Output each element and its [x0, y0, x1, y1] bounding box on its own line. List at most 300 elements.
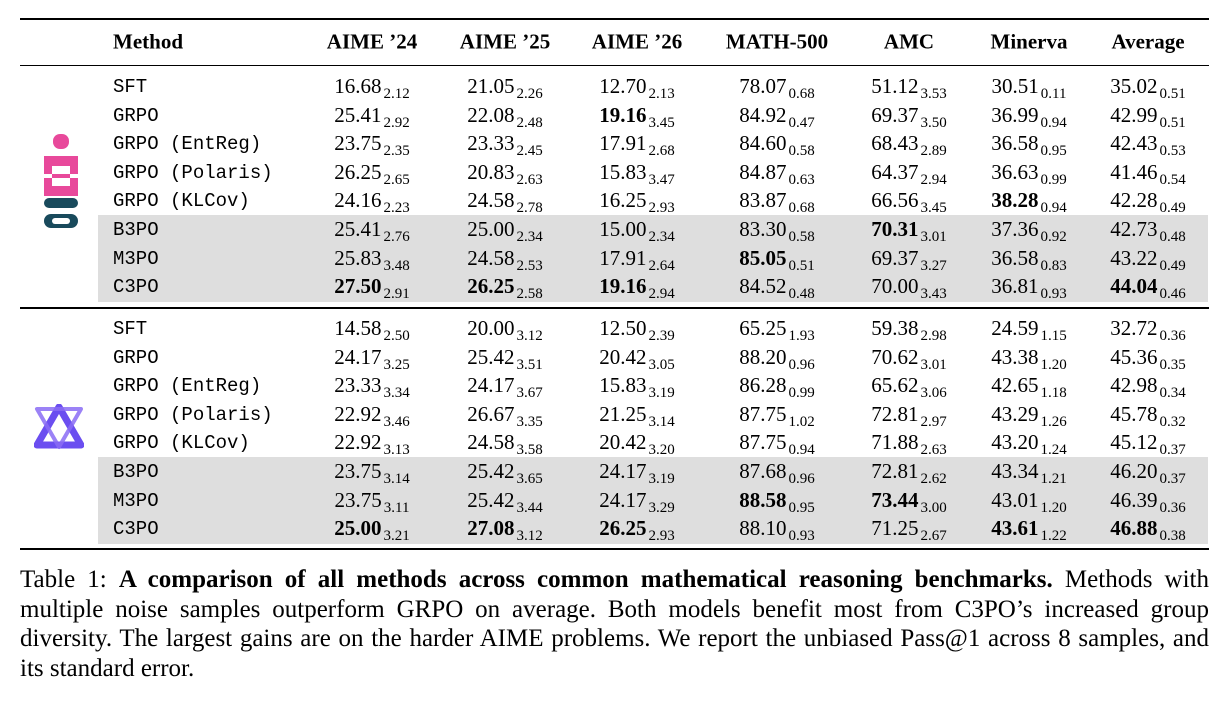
score-value: 59.38	[871, 316, 919, 340]
score-value: 88.58	[739, 487, 787, 512]
score-value: 70.31	[871, 217, 919, 241]
standard-error: 0.68	[788, 86, 815, 102]
standard-error: 3.29	[648, 499, 675, 516]
score-cell	[1110, 273, 1186, 302]
score-cell	[1110, 458, 1186, 487]
standard-error: 0.51	[788, 257, 815, 274]
score-cell	[1110, 401, 1186, 430]
standard-error: 1.93	[788, 328, 815, 344]
standard-error: 0.37	[1159, 471, 1186, 487]
score-cell	[1110, 73, 1186, 102]
standard-error: 0.32	[1159, 413, 1186, 430]
header-method: Method	[113, 29, 183, 54]
score-cell	[1110, 102, 1186, 131]
method-name: C3PO	[113, 276, 159, 299]
score-value: 20.00	[467, 316, 515, 340]
method-name: GRPO	[113, 104, 159, 127]
standard-error: 3.50	[920, 114, 947, 131]
standard-error: 2.67	[920, 528, 947, 545]
score-value: 46.20	[1110, 459, 1158, 483]
standard-error: 0.37	[1159, 442, 1186, 459]
score-value: 45.78	[1110, 401, 1158, 426]
score-cell	[991, 401, 1067, 430]
score-cell	[334, 429, 410, 458]
standard-error: 3.46	[383, 413, 410, 430]
score-cell	[467, 372, 543, 401]
score-cell	[599, 458, 675, 487]
header-average: Average	[1111, 29, 1185, 54]
standard-error: 3.45	[920, 200, 947, 217]
score-cell	[334, 273, 410, 302]
score-value: 70.62	[871, 344, 919, 369]
standard-error: 0.48	[788, 286, 815, 303]
standard-error: 0.53	[1159, 143, 1186, 160]
standard-error: 2.53	[516, 257, 543, 274]
score-cell	[599, 159, 675, 188]
standard-error: 3.05	[648, 356, 675, 373]
standard-error: 2.48	[516, 114, 543, 131]
score-cell	[991, 159, 1067, 188]
standard-error: 2.23	[383, 200, 410, 217]
score-value: 88.10	[739, 516, 787, 541]
standard-error: 2.97	[920, 413, 947, 430]
standard-error: 3.44	[516, 499, 543, 516]
score-cell	[467, 73, 543, 102]
table-bottom-rule	[20, 548, 1209, 550]
score-cell	[871, 73, 947, 102]
score-value: 24.17	[599, 459, 647, 483]
standard-error: 0.49	[1159, 257, 1186, 274]
score-value: 20.42	[599, 344, 647, 369]
score-value: 42.65	[991, 373, 1039, 398]
score-value: 43.38	[991, 344, 1039, 369]
standard-error: 2.98	[920, 328, 947, 344]
score-value: 78.07	[739, 74, 787, 98]
standard-error: 0.63	[788, 171, 815, 188]
table-caption	[20, 565, 1209, 683]
standard-error: 3.06	[920, 385, 947, 402]
table-row	[0, 129, 1229, 160]
header-aime26: AIME ’26	[591, 29, 683, 54]
standard-error: 3.48	[383, 257, 410, 274]
standard-error: 1.21	[1040, 471, 1067, 487]
score-value: 36.58	[991, 131, 1039, 156]
header-minerva: Minerva	[990, 29, 1068, 54]
score-cell	[1110, 429, 1186, 458]
score-value: 26.67	[467, 401, 515, 426]
score-value: 25.41	[334, 217, 382, 241]
standard-error: 2.92	[383, 114, 410, 131]
score-cell	[334, 73, 410, 102]
caption-body: Methods with multiple noise samples outperform GRPO on average. Both models benefit most from C3PO’s increased group diversity. The largest gains are on the harder AIME problems. We report the unbiased Pass@1 across 8 samples, and its standard error.	[20, 566, 1210, 682]
score-cell	[739, 102, 815, 131]
header-math500: MATH-500	[725, 29, 829, 54]
score-cell	[871, 245, 947, 274]
standard-error: 3.65	[516, 471, 543, 487]
standard-error: 3.35	[516, 413, 543, 430]
score-cell	[467, 401, 543, 430]
score-value: 72.81	[871, 401, 919, 426]
score-cell	[991, 344, 1067, 373]
score-cell	[467, 487, 543, 516]
score-cell	[467, 130, 543, 159]
score-cell	[739, 159, 815, 188]
standard-error: 3.19	[648, 471, 675, 487]
score-cell	[1110, 487, 1186, 516]
score-value: 36.63	[991, 159, 1039, 184]
score-cell	[599, 487, 675, 516]
score-cell	[334, 216, 410, 245]
score-value: 19.16	[599, 102, 647, 127]
score-value: 83.87	[739, 188, 787, 213]
score-cell	[467, 216, 543, 245]
standard-error: 3.51	[516, 356, 543, 373]
score-cell	[334, 102, 410, 131]
score-value: 69.37	[871, 245, 919, 270]
standard-error: 3.12	[516, 328, 543, 344]
score-value: 20.83	[467, 159, 515, 184]
standard-error: 2.12	[383, 86, 410, 102]
score-value: 16.68	[334, 74, 382, 98]
score-cell	[739, 245, 815, 274]
score-cell	[1110, 515, 1186, 544]
score-value: 15.83	[599, 159, 647, 184]
score-value: 66.56	[871, 188, 919, 213]
standard-error: 0.36	[1159, 328, 1186, 344]
score-cell	[599, 102, 675, 131]
score-value: 84.60	[739, 131, 787, 156]
standard-error: 0.58	[788, 229, 815, 245]
score-cell	[1110, 216, 1186, 245]
header-aime25: AIME ’25	[459, 29, 551, 54]
table-row	[0, 486, 1229, 514]
score-value: 32.72	[1110, 316, 1158, 340]
method-name: GRPO (EntReg)	[113, 375, 262, 398]
method-name: SFT	[113, 318, 148, 340]
standard-error: 2.45	[516, 143, 543, 160]
score-value: 42.28	[1110, 188, 1158, 213]
caption-label: Table 1:	[20, 566, 119, 593]
score-cell	[599, 515, 675, 544]
method-name: C3PO	[113, 518, 159, 541]
score-cell	[871, 429, 947, 458]
score-cell	[991, 130, 1067, 159]
score-cell	[739, 315, 815, 344]
score-cell	[335, 487, 410, 516]
score-cell	[599, 429, 675, 458]
score-value: 70.00	[871, 274, 919, 299]
method-name: M3PO	[113, 247, 159, 270]
score-value: 12.70	[599, 74, 647, 98]
score-cell	[599, 245, 675, 274]
score-value: 24.16	[334, 188, 382, 213]
standard-error: 2.35	[383, 143, 410, 160]
score-value: 24.59	[991, 316, 1039, 340]
standard-error: 3.45	[648, 114, 675, 131]
standard-error: 2.94	[648, 286, 675, 303]
score-value: 26.25	[334, 159, 382, 184]
score-value: 24.58	[467, 245, 515, 270]
standard-error: 1.20	[1040, 499, 1067, 516]
standard-error: 2.78	[516, 200, 543, 217]
score-value: 25.41	[334, 102, 382, 127]
group-separator-rule	[20, 307, 1209, 309]
score-cell	[1110, 344, 1186, 373]
standard-error: 3.47	[648, 171, 675, 188]
score-cell	[739, 401, 815, 430]
standard-error: 0.49	[1159, 200, 1186, 217]
score-value: 25.83	[334, 245, 382, 270]
method-name: GRPO (Polaris)	[113, 161, 273, 184]
standard-error: 0.54	[1159, 171, 1186, 188]
method-name: GRPO (Polaris)	[113, 403, 273, 426]
score-cell	[599, 73, 675, 102]
score-cell	[871, 315, 947, 344]
score-value: 51.12	[871, 74, 919, 98]
score-cell	[599, 273, 675, 302]
standard-error: 2.64	[648, 257, 675, 274]
score-value: 71.88	[871, 430, 919, 455]
standard-error: 0.94	[1040, 200, 1067, 217]
score-cell	[1110, 130, 1186, 159]
standard-error: 3.20	[648, 442, 675, 459]
standard-error: 2.65	[383, 171, 410, 188]
standard-error: 2.26	[516, 86, 543, 102]
score-cell	[991, 187, 1067, 216]
standard-error: 2.13	[648, 86, 675, 102]
score-value: 23.33	[467, 131, 515, 156]
score-value: 38.28	[991, 188, 1039, 213]
score-value: 24.17	[467, 373, 515, 398]
score-cell	[739, 187, 815, 216]
score-cell	[992, 73, 1067, 102]
standard-error: 2.50	[383, 328, 410, 344]
score-cell	[871, 515, 947, 544]
score-value: 36.58	[991, 245, 1039, 270]
score-value: 42.98	[1110, 373, 1158, 398]
score-value: 21.05	[467, 74, 515, 98]
standard-error: 3.67	[516, 385, 543, 402]
score-value: 43.01	[991, 487, 1039, 512]
score-value: 43.29	[991, 401, 1039, 426]
standard-error: 3.14	[383, 471, 410, 487]
standard-error: 0.96	[788, 356, 815, 373]
caption-bold-period: .	[1046, 566, 1053, 593]
method-name: GRPO (KLCov)	[113, 432, 250, 455]
score-value: 65.25	[739, 316, 787, 340]
caption-bold-title: A comparison of all methods across common mathematical reasoning benchmarks	[118, 566, 1047, 593]
score-value: 15.00	[599, 217, 647, 241]
score-value: 16.25	[599, 188, 647, 213]
score-value: 43.34	[991, 459, 1039, 483]
score-cell	[871, 401, 947, 430]
score-cell	[871, 273, 947, 302]
score-value: 41.46	[1110, 159, 1158, 184]
standard-error: 1.24	[1040, 442, 1067, 459]
score-value: 35.02	[1110, 74, 1158, 98]
standard-error: 0.95	[788, 499, 815, 516]
score-cell	[599, 216, 675, 245]
score-value: 43.22	[1110, 245, 1158, 270]
score-value: 44.04	[1110, 274, 1158, 299]
score-cell	[991, 372, 1067, 401]
score-value: 84.87	[739, 159, 787, 184]
score-value: 22.92	[334, 430, 382, 455]
table-row	[0, 272, 1229, 303]
score-cell	[467, 102, 543, 131]
standard-error: 3.01	[920, 229, 947, 245]
standard-error: 3.19	[648, 385, 675, 402]
standard-error: 0.95	[1040, 143, 1067, 160]
score-cell	[871, 458, 947, 487]
standard-error: 3.34	[383, 385, 410, 402]
standard-error: 0.34	[1159, 385, 1186, 402]
table-row	[0, 514, 1229, 545]
table-row	[0, 457, 1229, 485]
table-row	[0, 400, 1229, 428]
method-name: GRPO (EntReg)	[113, 133, 262, 156]
score-value: 23.33	[334, 373, 382, 398]
header-aime24: AIME ’24	[326, 29, 418, 54]
standard-error: 3.43	[920, 286, 947, 303]
score-cell	[991, 102, 1067, 131]
standard-error: 0.46	[1159, 286, 1186, 303]
score-value: 12.50	[599, 316, 647, 340]
score-cell	[991, 273, 1067, 302]
score-value: 30.51	[991, 74, 1039, 98]
score-value: 42.99	[1110, 102, 1158, 127]
standard-error: 3.11	[383, 499, 410, 516]
standard-error: 0.35	[1159, 356, 1186, 373]
standard-error: 0.99	[788, 385, 815, 402]
score-value: 24.58	[467, 188, 515, 213]
score-value: 68.43	[871, 131, 919, 156]
score-cell	[991, 429, 1067, 458]
score-value: 22.08	[467, 102, 515, 127]
table-row	[0, 158, 1229, 186]
score-cell	[871, 487, 947, 516]
score-cell	[991, 315, 1067, 344]
score-cell	[599, 187, 675, 216]
score-cell	[991, 458, 1067, 487]
score-value: 25.00	[467, 217, 515, 241]
method-name: B3PO	[113, 461, 159, 483]
table-row	[0, 186, 1229, 217]
score-cell	[871, 159, 947, 188]
table-row	[0, 343, 1229, 371]
score-cell	[1110, 159, 1186, 188]
score-cell	[334, 515, 410, 544]
score-value: 71.25	[871, 516, 919, 541]
score-cell	[467, 458, 543, 487]
score-cell	[739, 429, 815, 458]
score-value: 72.81	[871, 459, 919, 483]
standard-error: 2.63	[920, 442, 947, 459]
score-value: 25.42	[467, 459, 515, 483]
table-row	[0, 371, 1229, 402]
score-value: 69.37	[871, 102, 919, 127]
score-cell	[599, 401, 675, 430]
score-cell	[739, 515, 815, 544]
standard-error: 0.68	[788, 200, 815, 217]
table-row	[0, 72, 1229, 100]
score-value: 73.44	[871, 487, 919, 512]
score-cell	[334, 458, 410, 487]
standard-error: 0.83	[1040, 257, 1067, 274]
score-value: 36.99	[991, 102, 1039, 127]
standard-error: 0.48	[1159, 229, 1186, 245]
standard-error: 0.94	[788, 442, 815, 459]
standard-error: 2.93	[648, 528, 675, 545]
table-row	[0, 428, 1229, 459]
score-value: 36.81	[991, 274, 1039, 299]
score-value: 21.25	[599, 401, 647, 426]
score-value: 45.36	[1110, 344, 1158, 369]
score-value: 86.28	[739, 373, 787, 398]
standard-error: 3.21	[383, 528, 410, 545]
score-value: 83.30	[739, 217, 787, 241]
score-value: 37.36	[991, 217, 1039, 241]
standard-error: 0.51	[1159, 86, 1186, 102]
standard-error: 1.18	[1040, 385, 1067, 402]
standard-error: 2.62	[920, 471, 947, 487]
score-cell	[739, 487, 815, 516]
score-value: 27.08	[467, 516, 515, 541]
score-value: 23.75	[334, 487, 382, 512]
table-row	[0, 244, 1229, 272]
score-value: 87.75	[739, 430, 787, 455]
standard-error: 3.58	[516, 442, 543, 459]
score-cell	[334, 372, 410, 401]
score-value: 87.68	[739, 459, 787, 483]
standard-error: 2.34	[516, 229, 543, 245]
standard-error: 2.63	[516, 171, 543, 188]
score-cell	[871, 102, 947, 131]
score-cell	[991, 216, 1067, 245]
standard-error: 2.68	[648, 143, 675, 160]
standard-error: 1.02	[788, 413, 815, 430]
score-cell	[467, 344, 543, 373]
score-value: 17.91	[599, 245, 647, 270]
score-cell	[1110, 187, 1186, 216]
standard-error: 2.58	[516, 286, 543, 303]
score-cell	[1110, 372, 1186, 401]
score-value: 84.92	[739, 102, 787, 127]
score-cell	[334, 159, 410, 188]
score-cell	[599, 315, 675, 344]
score-cell	[467, 429, 543, 458]
method-name: B3PO	[113, 219, 159, 241]
standard-error: 3.14	[648, 413, 675, 430]
standard-error: 2.76	[383, 229, 410, 245]
score-value: 25.42	[467, 344, 515, 369]
score-cell	[739, 130, 815, 159]
score-value: 42.43	[1110, 131, 1158, 156]
score-value: 43.20	[991, 430, 1039, 455]
standard-error: 3.00	[920, 499, 947, 516]
score-value: 15.83	[599, 373, 647, 398]
method-name: GRPO (KLCov)	[113, 190, 250, 213]
score-cell	[599, 130, 675, 159]
standard-error: 0.93	[1040, 286, 1067, 303]
score-value: 24.58	[467, 430, 515, 455]
standard-error: 2.94	[920, 171, 947, 188]
score-value: 46.39	[1110, 487, 1158, 512]
standard-error: 3.53	[920, 86, 947, 102]
score-cell	[599, 372, 675, 401]
score-value: 24.17	[599, 487, 647, 512]
score-cell	[467, 315, 543, 344]
